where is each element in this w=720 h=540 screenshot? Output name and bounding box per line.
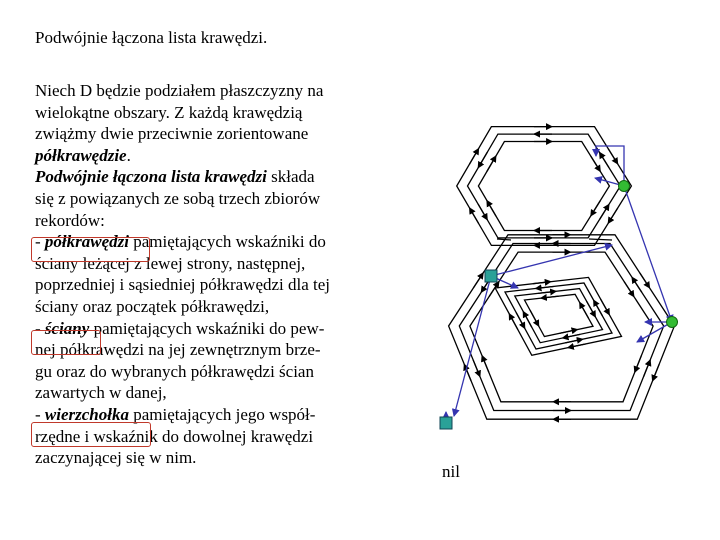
emphasized-term: wierzchołka [44, 404, 129, 424]
half-edge-arrow [538, 291, 556, 293]
text-segment: zaczynającej się w nim. [35, 448, 197, 468]
half-edge-arrow [560, 330, 578, 334]
text-segment: Niech D będzie podziałem płaszczyzny na [35, 81, 324, 100]
half-edge-arrow [487, 156, 496, 172]
half-edge-arrow [530, 310, 539, 326]
emphasized-term: ściany [44, 318, 90, 338]
half-edge-arrow [587, 301, 596, 317]
half-edge-arrow [565, 339, 583, 343]
face-bottom-boundary [459, 244, 663, 411]
half-edge-arrow [536, 286, 554, 288]
half-edge-arrow [608, 149, 618, 164]
half-edge-arrow [541, 296, 559, 298]
face-top-boundary [457, 127, 632, 246]
text-segment: pamiętających wskaźniki do [128, 232, 326, 252]
half-edge-arrow [591, 201, 601, 216]
text-segment: - [35, 318, 45, 338]
half-edge-loops [449, 127, 675, 420]
half-edge-arrow [640, 273, 650, 288]
text-segment: pamiętających wskaźniki do pew- [89, 318, 325, 338]
text-segment: gu oraz do wybranych półkrawędzi ścian [35, 361, 314, 381]
half-edge-arrow [568, 344, 586, 348]
text-segment: zawartych w danej, [35, 383, 167, 403]
face-hole-boundary [525, 294, 594, 336]
half-edge-arrow [594, 300, 603, 316]
half-edge-arrow [644, 360, 651, 377]
outer-face-record-marker [440, 417, 452, 429]
face-bottom-boundary [449, 235, 675, 419]
vertex-record-marker [667, 317, 678, 328]
half-edge-arrow [563, 334, 581, 338]
half-edge-arrow [473, 360, 480, 377]
emphasized-term: Podwójnie łączona lista krawędzi [35, 167, 267, 187]
half-edge-arrow [608, 208, 618, 223]
half-edge-arrow [624, 282, 634, 297]
half-edge-arrow [489, 282, 499, 297]
bridge-edge [497, 239, 511, 240]
text-segment: - [35, 404, 45, 424]
half-edge-arrow [473, 273, 483, 288]
half-edge-arrow [632, 277, 642, 292]
text-segment: pamiętających jego współ- [128, 404, 316, 424]
text-segment: się z powiązanych ze sobą trzech zbiorów [35, 188, 321, 208]
half-edge-arrow [470, 208, 479, 224]
half-edge-arrow [478, 152, 487, 168]
half-edge-arrow [482, 356, 489, 373]
text-segment: - [35, 232, 45, 252]
half-edge-arrow [599, 204, 609, 219]
text-segment: nej półkrawędzi na jej zewnętrznym brze- [35, 340, 321, 360]
half-edge-arrow [580, 302, 589, 318]
half-edge-arrow [599, 152, 609, 167]
pointer-face-to-nil [454, 276, 491, 416]
face-top-boundary [468, 134, 621, 238]
nil-label: nil [442, 462, 460, 481]
half-edge-arrow [523, 311, 532, 327]
half-edge-arrow [487, 200, 496, 216]
half-edge-arrow [601, 299, 610, 315]
text-segment: zwiążmy dwie przeciwnie zorientowane [35, 124, 309, 144]
half-edge-arrow [635, 356, 642, 373]
page-title: Podwójnie łączona lista krawędzi. [35, 28, 268, 47]
text-segment: ściany leżącej z lewej strony, następnej, [35, 253, 306, 273]
text-segment: poprzedniej i sąsiedniej półkrawędzi dla tej [35, 275, 331, 295]
text-segment: rekordów: [35, 210, 105, 230]
face-top-boundary [478, 142, 609, 231]
text-segment: rzędne i wskaźnik do dowolnej krawędzi [35, 426, 314, 446]
emphasized-term: półkrawędzie [35, 145, 127, 165]
emphasized-term: półkrawędzi [44, 232, 129, 252]
half-edge-arrow [533, 282, 551, 284]
text-segment: wielokątne obszary. Z każdą krawędzią [35, 102, 303, 122]
half-edge-arrow [653, 364, 660, 381]
text-segment: składa [266, 167, 315, 187]
face-record-marker [485, 270, 497, 282]
bridge-edge [589, 239, 612, 240]
half-edge-arrow [516, 313, 525, 329]
half-edge-arrow [591, 156, 601, 171]
pointer-to-half-edge [637, 322, 672, 342]
half-edge-arrow [509, 314, 518, 330]
half-edge-arrow [470, 149, 479, 165]
text-segment: . [126, 145, 131, 165]
text-segment: ściany oraz początek półkrawędzi, [35, 296, 270, 316]
half-edge-arrow [478, 204, 487, 220]
vertex-record-marker [619, 181, 630, 192]
